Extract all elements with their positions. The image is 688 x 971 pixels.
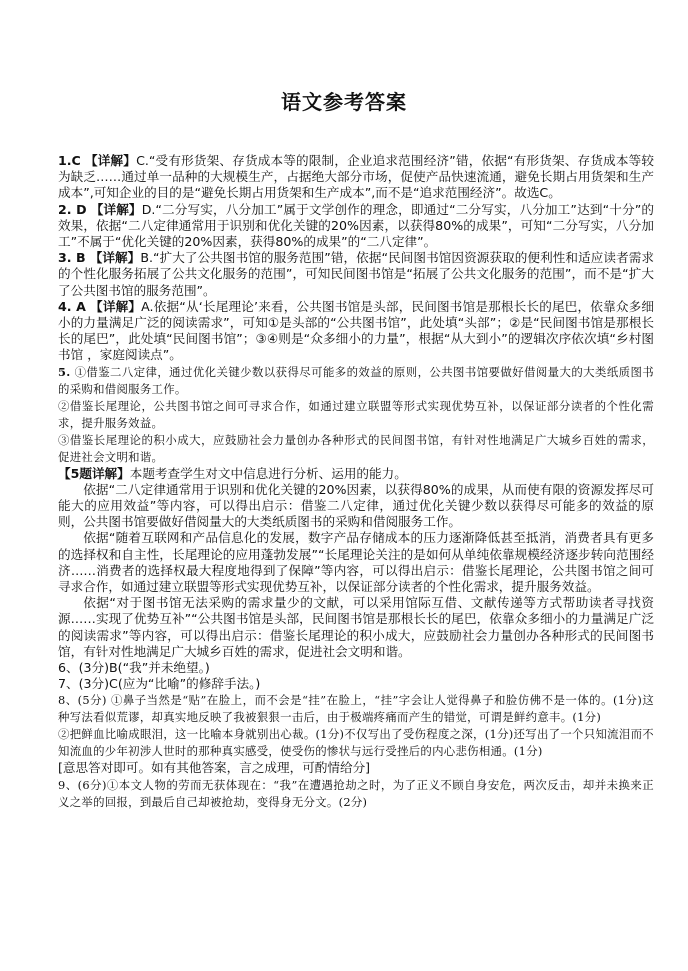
detail-tag: 【详解】	[84, 153, 137, 168]
answer-number: 1.C	[58, 153, 81, 168]
detail-paragraph: 依据“对于图书馆无法采购的需求量少的文献，可以采用馆际互借、文献传递等方式帮助读者寻找资源……实现了优势互补”“公共图书馆是头部，民间图书馆是那根长长的尾巴，依靠众多细小的力量满足广泛的阅读需求”等内容，可以得出启示：借鉴长尾理论的积小成大，应鼓励社会力量创办各种形式的民间图书馆，有针对性地满足广大城乡百姓的需求，促进社会文明和谐。	[58, 595, 654, 659]
answer-5-item-3: ③借鉴长尾理论的积小成大，应鼓励社会力量创办各种形式的民间图书馆，有针对性地满足广大城乡百姓的需求，促进社会文明和谐。	[58, 432, 654, 464]
answer-3	[58, 250, 654, 299]
answer-4	[58, 299, 654, 364]
detail-tag: 【5题详解】	[58, 465, 130, 481]
answer-text: D.“二分写实，八分加工”属于文学创作的理念，即通过“二分写实，八分加工”达到“十分”的效果，依据“二八定律通常用于识别和优化关键的20%因素，以获得80%的成果”，可知“二分写实，八分加工”不属于“优化关键的20%因素，获得80%的成果”的“二八定律”。	[58, 201, 655, 250]
answer-8-item-1	[58, 692, 654, 726]
answer-text: B.“扩大了公共图书馆的服务范围”错，依据“民间图书馆因资源获取的便利性和适应读者需求的个性化服务拓展了公共文化服务的范围”，可知民间图书馆是“拓展了公共文化服务的范围”，而不是“扩大了公共图书馆的服务范围”。	[58, 250, 655, 298]
answer-5-item-2: ②借鉴长尾理论，公共图书馆之间可寻求合作，如通过建立联盟等形式实现优势互补，以保证部分读者的个性化需求，提升服务效益。	[58, 398, 654, 430]
answer-6: 6、(3分)B(“我”并未绝望。)	[58, 660, 210, 676]
answer-number: 3. B	[58, 250, 86, 266]
answer-number: 5.	[58, 364, 71, 379]
detail-paragraph: 依据“二八定律通常用于识别和优化关键的20%因素，以获得80%的成果，从而使有限的资源发挥尽可能大的应用效益”等内容，可以得出启示：借鉴二八定律，通过优化关键少数以获得尽可能多的效益的原则，公共图书馆要做好借阅量大的大类纸质图书的采购和借阅服务工作。	[58, 481, 654, 530]
answer-content	[58, 153, 654, 811]
detail-tag: 【详解】	[89, 250, 141, 266]
answer-5-detail-heading	[58, 466, 654, 482]
answer-5-item-1	[58, 364, 654, 398]
answer-text: A.依据“从‘长尾理论’来看，公共图书馆是头部，民间图书馆是那根长长的尾巴，依靠众多细小的力量满足广泛的阅读需求”，可知①是头部的“公共图书馆”，此处填“头部”；②是“民间图书馆是那根长长的尾巴”，此处填“民间图书馆”；③④则是“众多细小的力量”，根据“从大到小”的逻辑次序依次填“乡村图书馆 ，家庭阅读点”。	[58, 298, 654, 363]
answer-text: C.“受有形货架、存货成本等的限制，企业追求范围经济”错，依据“有形货架、存货成本等较为缺乏……通过单一品种的大规模生产，占据绝大部分市场，促使产品快速流通，避免长期占用货架和生产成本”,可知企业的目的是“避免长期占用货架和生产成本”,而不是“追求范围经济”。故选C。	[58, 153, 654, 201]
answer-1	[58, 153, 654, 202]
answer-text: ①鼻子当然是“贴”在脸上，而不会是“挂”在脸上，“挂”字会让人觉得鼻子和脸仿佛不是一体的。(1分)这种写法看似荒谬，却真实地反映了我被狠狠一击后，由于极端疼痛而产生的错觉，可谓是鲜约意丰。(1分)	[58, 693, 655, 725]
answer-text: ①借鉴二八定律，通过优化关键少数以获得尽可能多的效益的原则，公共图书馆要做好借阅量大的大类纸质图书的采购和借阅服务工作。	[58, 364, 655, 396]
detail-paragraph: 依据“随着互联网和产品信息化的发展，数字产品存储成本的压力逐渐降低甚至抵消，消费者具有更多的选择权和自主性，长尾理论的应用蓬勃发展”“长尾理论关注的是如何从单纯依靠规模经济逐步转向范围经济……消费者的选择权最大程度地得到了保障”等内容，可以得出启示：借鉴长尾理论，公共图书馆之间可寻求合作，如通过建立联盟等形式实现优势互补，以保证部分读者的个性化需求，提升服务效益。	[58, 530, 654, 595]
answer-lead: 8、(5分)	[58, 693, 107, 708]
answer-8-item-2: ②把鲜血比喻成眼泪，这一比喻本身就别出心裁。(1分)不仅写出了受伤程度之深，(1分)还写出了一个只知流泪而不知流血的少年初涉人世时的那种真实感受，使受伤的惨状与远行受挫后的内心悲伤相通。(1分)	[58, 727, 654, 759]
answer-number: 4. A	[58, 298, 86, 314]
answer-8-note: [意思答对即可。如有其他答案，言之成理，可酌情给分]	[58, 760, 371, 776]
detail-tag: 【详解】	[90, 298, 142, 314]
page-title: 语文参考答案	[281, 90, 407, 114]
answer-2	[58, 202, 654, 251]
answer-7: 7、(3分)C(应为“比喻”的修辞手法。)	[58, 676, 261, 692]
detail-intro: 本题考查学生对文中信息进行分析、运用的能力。	[129, 465, 407, 481]
answer-number: 2. D	[58, 201, 87, 217]
answer-9: 9、(6分)①本文人物的劳而无获体现在：“我”在遭遇抢劫之时，为了正义不顾自身安危，两次反击，却并未换来正义之举的回报，到最后自己却被抢劫，变得身无分文。(2分)	[58, 777, 654, 809]
detail-tag: 【详解】	[90, 201, 142, 217]
